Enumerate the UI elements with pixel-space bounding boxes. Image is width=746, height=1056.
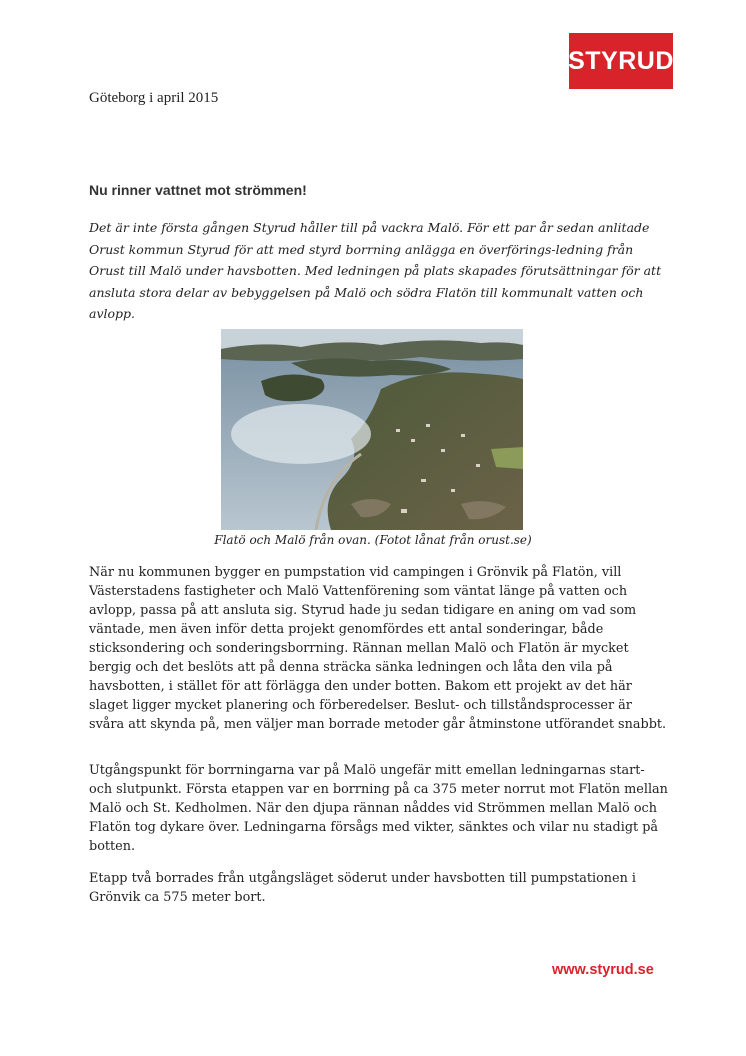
- body-paragraph: Utgångspunkt för borrningarna var på Malö ungefär mitt emellan ledningarnas start- och slutpunkt. Första etappen var en borrning på ca 375 meter norrut mot Flatön mellan Malö och St. Kedholmen. När den djupa rännan nåddes vid Strömmen mellan Malö och Flatön tog dykare över. Ledningarna försågs med vikter, sänktes och vilar nu stadigt på botten.: [89, 763, 668, 854]
- aerial-photo: [221, 329, 523, 530]
- styrud-logo: STYRUD: [569, 33, 673, 89]
- aerial-photo-illustration: [221, 329, 523, 530]
- website-link[interactable]: www.styrud.se: [552, 962, 654, 978]
- date-line: Göteborg i april 2015: [89, 90, 219, 106]
- article-heading: Nu rinner vattnet mot strömmen!: [89, 182, 307, 198]
- intro-paragraph: Det är inte första gången Styrud håller till på vackra Malö. För ett par år sedan anlitade Orust kommun Styrud för att med styrd borrning anlägga en överförings-ledning från Orust till Malö under havsbotten. Med ledningen på plats skapades förutsättningar för att ansluta stora delar av bebyggelsen på Malö och södra Flatön till kommunalt vatten och avlopp.: [89, 220, 662, 321]
- photo-caption: Flatö och Malö från ovan. (Fotot lånat från orust.se): [214, 533, 532, 547]
- body-paragraph: Etapp två borrades från utgångsläget söderut under havsbotten till pumpstationen i Grönvik ca 575 meter bort.: [89, 871, 637, 905]
- body-paragraph: När nu kommunen bygger en pumpstation vid campingen i Grönvik på Flatön, vill Västerstadens fastigheter och Malö Vattenförening som väntat länge på vatten och avlopp, passa på att ansluta sig. Styrud hade ju sedan tidigare en aning om vad som väntade, men även inför detta projekt genomfördes ett antal sonderingar, både sticksondering och sonderingsborrning. Rännan mellan Malö och Flatön är mycket bergig och det beslöts att på denna sträcka sänka ledningen och låta den vila på havsbotten, i stället för att förlägga den under botten. Bakom ett projekt av det här slaget ligger mycket planering och förberedelser. Beslut- och tillståndsprocesser är svåra att skynda på, men väljer man borrade metoder går åtminstone utförandet snabbt.: [89, 565, 667, 732]
